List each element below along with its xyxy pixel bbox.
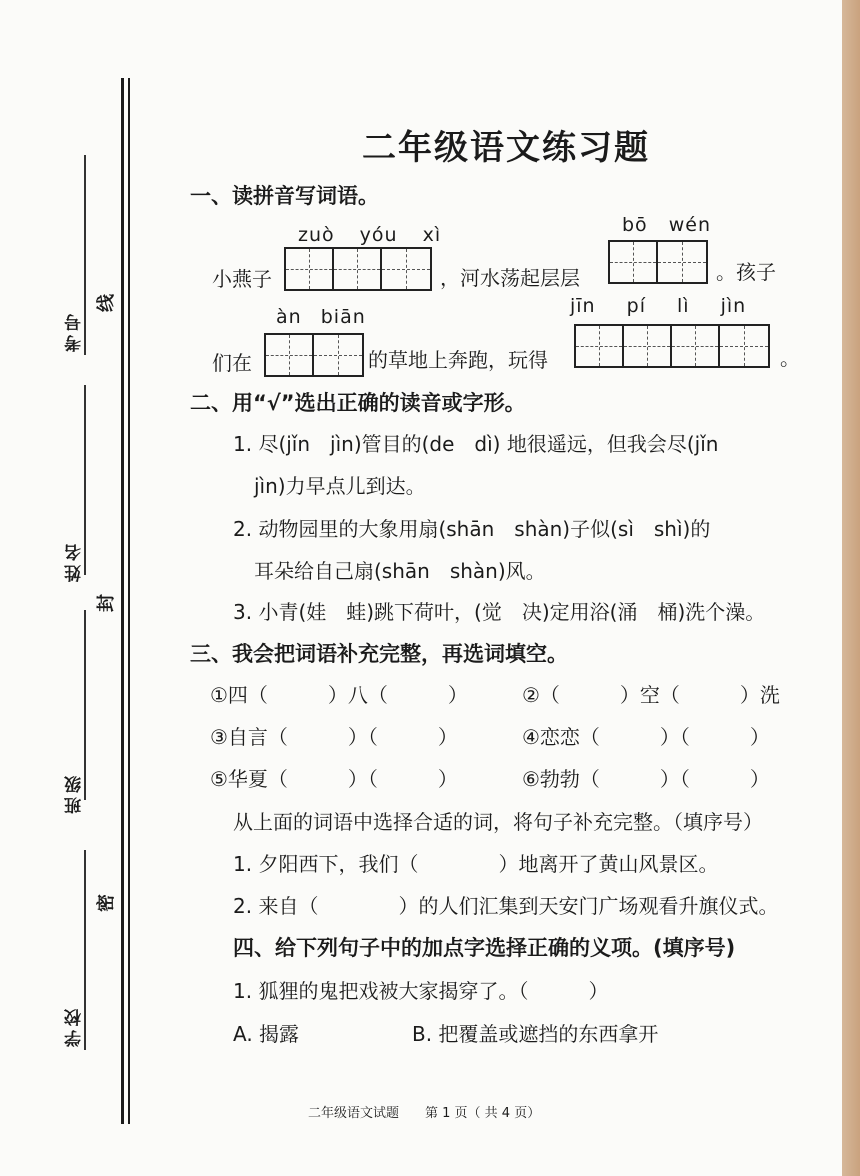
s3-q1: 1. 夕阳西下，我们（ ）地离开了黄山风景区。 — [233, 852, 719, 876]
pinyin-anbian: àn biān — [276, 306, 366, 328]
s3-item-5: ⑤华夏（ ）（ ） — [210, 767, 458, 791]
s2-q1-line2: jìn)力早点儿到达。 — [254, 474, 426, 498]
seal-char-feng: 封 — [96, 594, 117, 612]
class-label: 班级 — [65, 772, 85, 814]
tianzige-jinpilijin[interactable] — [574, 324, 770, 368]
exam-number-label: 考号 — [65, 310, 85, 352]
s3-instruction: 从上面的词语中选择合适的词，将句子补充完整。（填序号） — [233, 810, 763, 834]
binding-line-outer — [121, 78, 124, 1124]
s2-q1-line1: 1. 尽(jǐn jìn)管目的(de dì) 地很遥远，但我会尽(jǐn — [233, 432, 719, 456]
school-label: 学校 — [65, 1005, 85, 1047]
s3-item-6: ⑥勃勃（ ）（ ） — [522, 767, 770, 791]
tianzige-anbian[interactable] — [264, 333, 364, 377]
background-table-edge — [842, 0, 860, 1176]
s1-line2-b: 的草地上奔跑，玩得 — [368, 348, 548, 372]
pinyin-bowen: bō wén — [622, 214, 711, 236]
section-4-heading: 四、给下列句子中的加点字选择正确的义项。(填序号) — [233, 936, 736, 960]
pinyin-jinpilijin: jīn pí lì jìn — [570, 295, 747, 317]
s2-q3: 3. 小青(娃 蛙)跳下荷叶，(觉 决)定用浴(涌 桶)洗个澡。 — [233, 600, 766, 624]
s4-option-b: B. 把覆盖或遮挡的东西拿开 — [412, 1022, 659, 1046]
section-1-heading: 一、读拼音写词语。 — [190, 184, 379, 208]
tianzige-bowen[interactable] — [608, 240, 708, 284]
s1-line2-c: 。 — [780, 346, 800, 370]
s4-option-a: A. 揭露 — [233, 1022, 300, 1046]
page-footer: 二年级语文试题 第 1 页（ 共 4 页） — [308, 1106, 541, 1121]
s2-q2-line2: 耳朵给自己扇(shān shàn)风。 — [254, 559, 546, 583]
s3-item-2: ②（ ）空（ ）洗 — [522, 683, 780, 707]
section-3-heading: 三、我会把词语补充完整，再选词填空。 — [190, 642, 568, 666]
s3-item-4: ④恋恋（ ）（ ） — [522, 725, 770, 749]
s4-q1: 1. 狐狸的鬼把戏被大家揭穿了。（ ） — [233, 979, 609, 1003]
tianzige-zuoyouxi[interactable] — [284, 247, 432, 291]
page-title: 二年级语文练习题 — [362, 128, 650, 168]
s1-line2-a: 们在 — [212, 351, 252, 375]
section-2-heading: 二、用“√”选出正确的读音或字形。 — [190, 391, 526, 415]
s1-line1-a: 小燕子 — [212, 267, 272, 291]
seal-char-mi: 密 — [96, 894, 117, 912]
name-label: 姓名 — [65, 540, 85, 582]
s3-item-3: ③自言（ ）（ ） — [210, 725, 458, 749]
s2-q2-line1: 2. 动物园里的大象用扇(shān shàn)子似(sì shì)的 — [233, 517, 711, 541]
pinyin-zuoyouxi: zuò yóu xì — [298, 224, 442, 246]
s1-line1-b: ，河水荡起层层 — [440, 266, 580, 290]
binding-line-inner — [128, 78, 130, 1124]
s1-line1-c: 。孩子 — [716, 260, 776, 284]
seal-char-xian: 线 — [96, 294, 117, 312]
s3-q2: 2. 来自（ ）的人们汇集到天安门广场观看升旗仪式。 — [233, 894, 779, 918]
s3-item-1: ①四（ ）八（ ） — [210, 683, 468, 707]
